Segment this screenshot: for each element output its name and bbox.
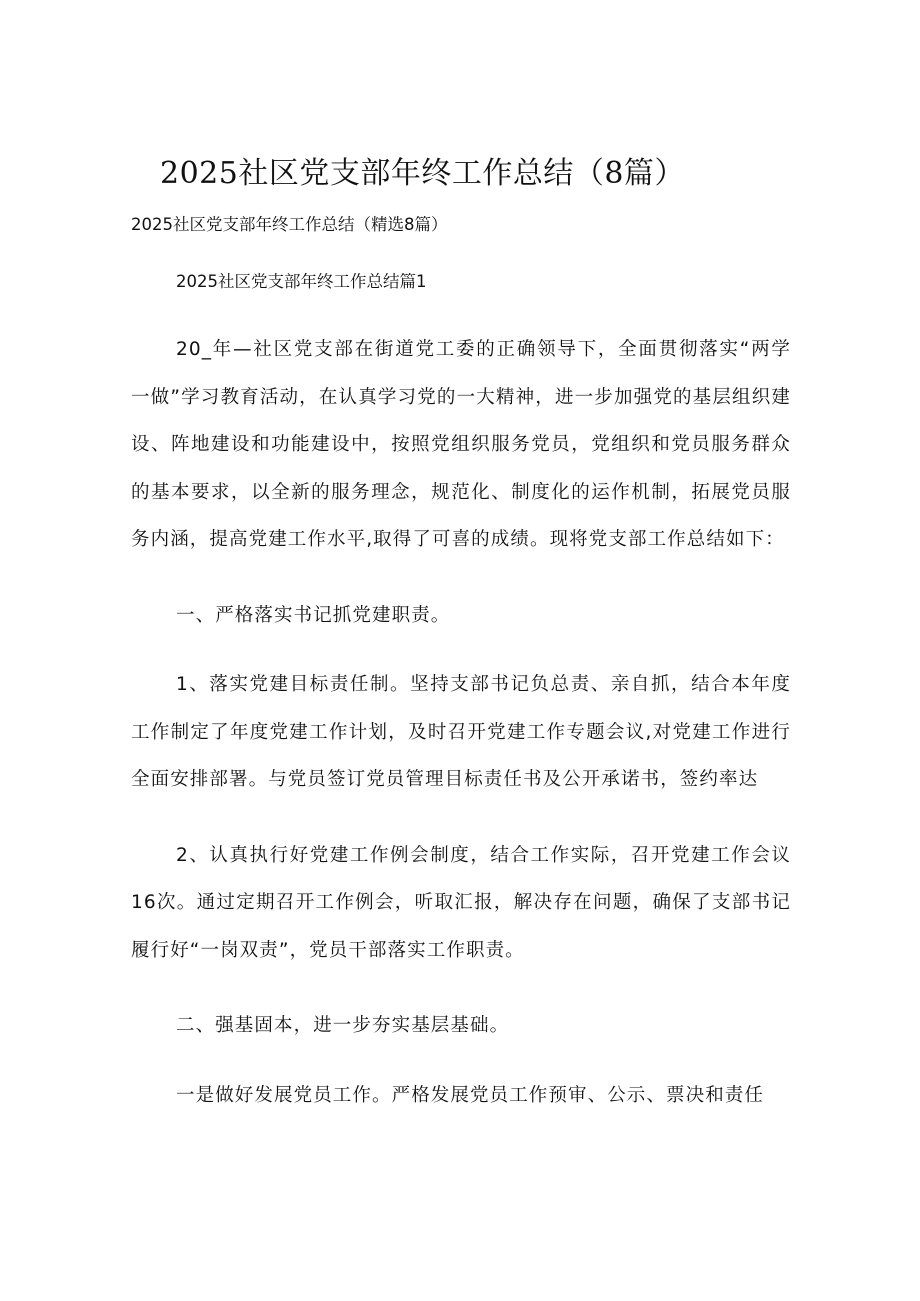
document-subtitle: 2025社区党支部年终工作总结（精选8篇） [131,215,448,234]
heading-two-paragraph: 二、强基固本，进一步夯实基层基础。 [176,1015,510,1036]
heading-one-paragraph: 一、严格落实书记抓党建职责。 [176,604,451,626]
item-one-paragraph: 1、落实党建目标责任制。坚持支部书记负总责、亲自抓，结合本年度工作制定了年度党建工作计划，及时召开党建工作专题会议,对党建工作进行全面安排部署。与党员签订党员管理目标责任书及公开承诺书，签约率达 [131,674,791,790]
section-heading: 2025社区党支部年终工作总结篇1 [176,272,427,291]
intro-paragraph: 20_年—社区党支部在街道党工委的正确领导下，全面贯彻落实“两学一做”学习教育活动，在认真学习党的一大精神，进一步加强党的基层组织建设、阵地建设和功能建设中，按照党组织服务党员，党组织和党员服务群众的基本要求，以全新的服务理念，规范化、制度化的运作机制，拓展党员服务内涵，提高党建工作水平,取得了可喜的成绩。现将党支部工作总结如下： [131,339,791,550]
document-body [131,326,791,1147]
document-title: 2025社区党支部年终工作总结（8篇） [160,156,685,191]
member-development-paragraph: 一是做好发展党员工作。严格发展党员工作预审、公示、票决和责任 [176,1084,765,1106]
item-two-paragraph: 2、认真执行好党建工作例会制度，结合工作实际，召开党建工作会议16次。通过定期召开工作例会，听取汇报，解决存在问题，确保了支部书记履行好“一岗双责”，党员干部落实工作职责。 [131,844,791,961]
